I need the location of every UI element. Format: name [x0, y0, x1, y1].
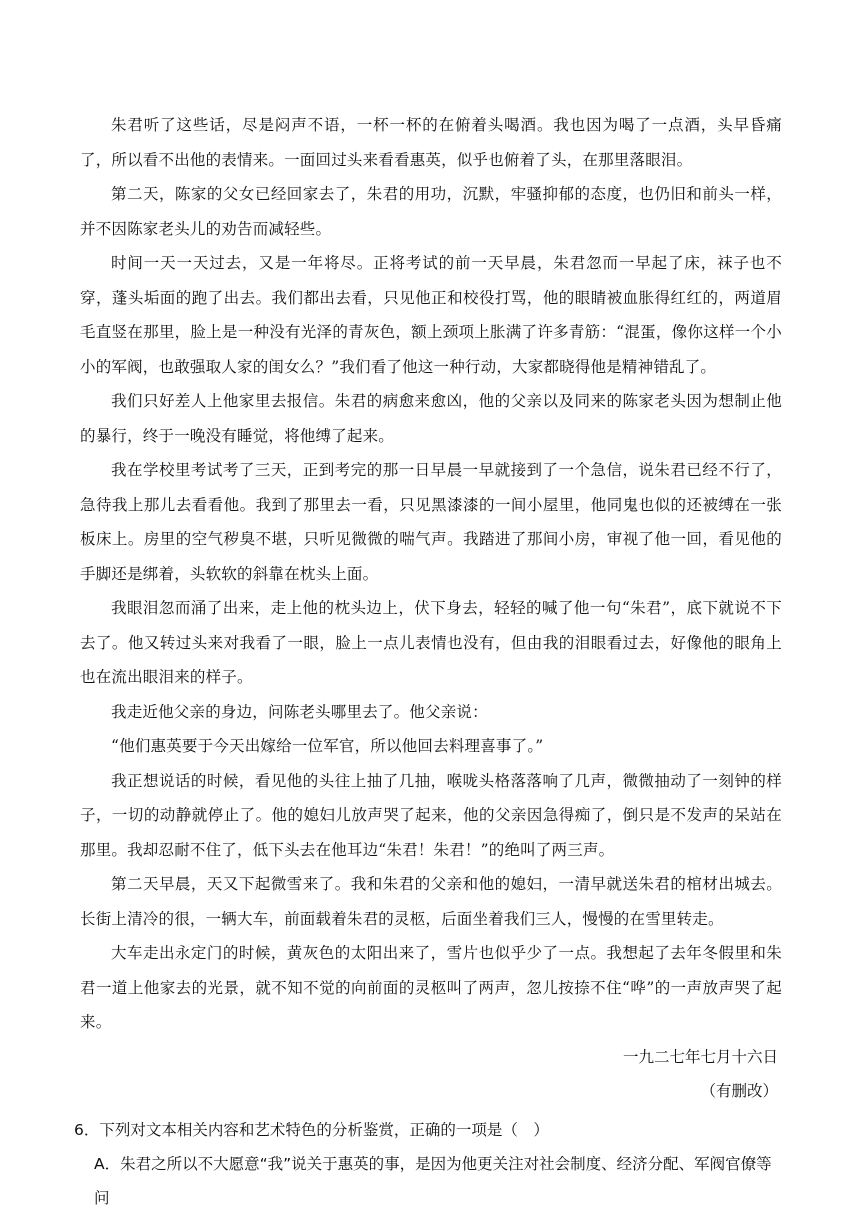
paragraph: 第二天早晨，天又下起微雪来了。我和朱君的父亲和他的媳妇，一清早就送朱君的棺材出城去。长街上清冷的很，一辆大车，前面载着朱君的灵柩，后面坐着我们三人，慢慢的在雪里转走。 — [80, 875, 782, 928]
paragraph: 我走近他父亲的身边，问陈老头哪里去了。他父亲说： — [111, 702, 488, 721]
option-a: A．朱君之所以不大愿意“我”说关于惠英的事，是因为他更关注对社会制度、经济分配、军阀官僚等问 — [94, 1154, 772, 1207]
edit-note: （有删改） — [700, 1082, 778, 1100]
paragraph: 我正想说话的时候，看见他的头往上抽了几抽，喉咙头格落落响了几声，微微抽动了一刻钟的样子，一切的动静就停止了。他的媳妇儿放声哭了起来，他的父亲因急得痴了，倒只是不发声的呆站在那里。我却忍耐不住了，低下头去在他耳边“朱君！朱君！”的绝叫了两三声。 — [80, 771, 782, 859]
paragraph: 大车走出永定门的时候，黄灰色的太阳出来了，雪片也似乎少了一点。我想起了去年冬假里和朱君一道上他家去的光景，就不知不觉的向前面的灵柩叫了两声，忽儿按捺不住“哗”的一声放声哭了起来。 — [80, 944, 782, 1031]
paragraph: 我眼泪忽而涌了出来，走上他的枕头边上，伏下身去，轻轻的喊了他一句“朱君”，底下就说不下去了。他又转过头来对我看了一眼，脸上一点儿表情也没有，但由我的泪眼看过去，好像他的眼角上也在流出眼泪来的样子。 — [80, 599, 782, 686]
question-stem: 6．下列对文本相关内容和艺术特色的分析鉴赏，正确的一项是（ ） — [74, 1120, 549, 1139]
paragraph: 我们只好差人上他家里去报信。朱君的病愈来愈凶，他的父亲以及同来的陈家老头因为想制止他的暴行，终于一晚没有睡觉，将他缚了起来。 — [80, 392, 782, 445]
paragraph: 朱君听了这些话，尽是闷声不语，一杯一杯的在俯着头喝酒。我也因为喝了一点酒，头早昏痛了，所以看不出他的表情来。一面回过头来看看惠英，似乎也俯着了头，在那里落眼泪。 — [80, 116, 782, 169]
paragraph: 我在学校里考试考了三天，正到考完的那一日早晨一早就接到了一个急信，说朱君已经不行了，急待我上那儿去看看他。我到了那里去一看，只见黑漆漆的一间小屋里，他同鬼也似的还被缚在一张板床上。房里的空气秽臭不堪，只听见微微的喘气声。我踏进了那间小房，审视了他一回，看见他的手脚还是绑着，头软软的斜靠在枕头上面。 — [80, 461, 782, 583]
story-date: 一九二七年七月十六日 — [622, 1047, 778, 1066]
paragraph: 时间一天一天过去，又是一年将尽。正将考试的前一天早晨，朱君忽而一早起了床，袜子也不穿，蓬头垢面的跑了出去。我们都出去看，只见他正和校役打骂，他的眼睛被血胀得红红的，两道眉毛直竖在那里，脸上是一种没有光泽的青灰色，额上颈项上胀满了许多青筋：“混蛋，像你这样一个小小的军阀，也敢强取人家的闺女么？”我们看了他这一种行动，大家都晓得他是精神错乱了。 — [80, 254, 782, 376]
paragraph: “他们惠英要于今天出嫁给一位军官，所以他回去料理喜事了。” — [111, 737, 544, 755]
story-body — [74, 108, 782, 1215]
paragraph: 第二天，陈家的父女已经回家去了，朱君的用功，沉默，牢骚抑郁的态度，也仍旧和前头一样，并不因陈家老头儿的劝告而减轻些。 — [80, 185, 782, 238]
